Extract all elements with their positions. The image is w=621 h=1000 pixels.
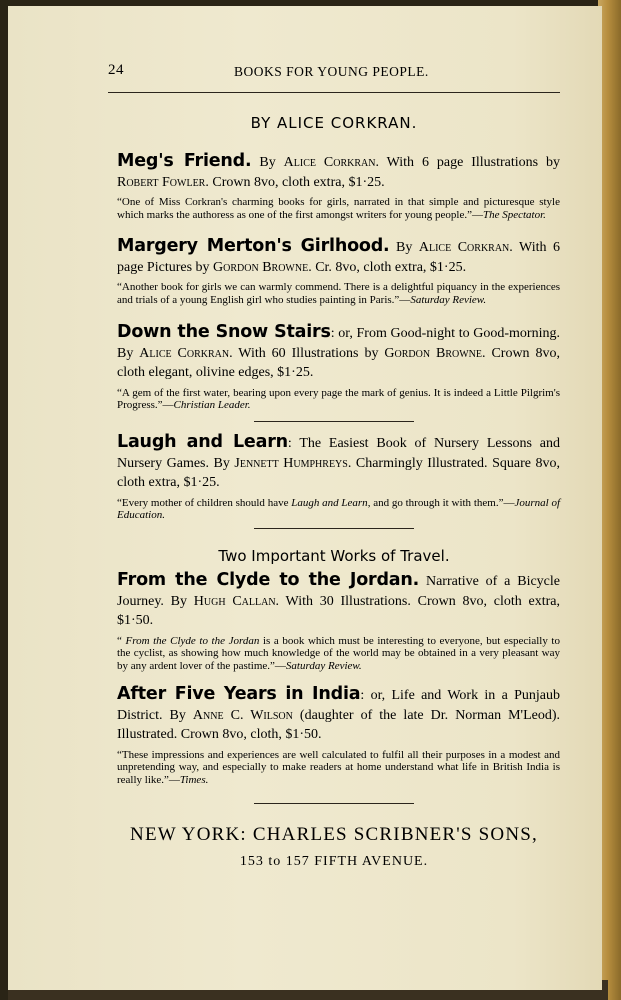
entry-details: . Crown 8vo, cloth extra, $1·25. (205, 174, 385, 190)
entry-details: . Cr. 8vo, cloth extra, $1·25. (308, 259, 467, 275)
book-title: Meg's Friend. (117, 151, 252, 171)
book-title: Down the Snow Stairs (117, 322, 331, 342)
book-entry (117, 433, 560, 522)
book-title: Laugh and Learn (117, 432, 288, 452)
entry-details: . With 60 Illustrations by (229, 345, 385, 361)
entry-author: Anne C. Wilson (192, 707, 293, 723)
header-rule (108, 92, 560, 93)
quote-source: Saturday Review. (285, 659, 362, 672)
quote-text: “ (117, 634, 126, 647)
book-entry (117, 152, 560, 221)
entry-illustrator: Robert Fowler (117, 174, 206, 190)
section-divider (254, 803, 414, 804)
entry-main (117, 571, 560, 631)
entry-author: Jennett Humphreys (234, 455, 348, 471)
entry-author: Alice Corkran (283, 155, 376, 170)
book-entry (117, 685, 560, 786)
travel-heading: Two Important Works of Travel. (218, 547, 450, 565)
entry-author: Alice Corkran (139, 345, 230, 361)
page-number: 24 (108, 62, 124, 78)
entry-main (117, 433, 560, 493)
book-title: Margery Merton's Girlhood. (117, 236, 390, 256)
entry-details: : or, From Good-night to Good-morning. By (117, 326, 560, 361)
quote-source: The Spectator. (482, 208, 546, 221)
publisher-address: 153 to 157 FIFTH AVENUE. (239, 854, 429, 869)
review-quote (117, 635, 560, 673)
quote-title-italic: From the Clyde to the Jordan (125, 634, 260, 647)
quote-text: “Another book for girls we can warmly commend. There is a delightful piquancy in the experiences and trials of a young English girl who studies painting in Paris.”— (117, 281, 560, 306)
entry-illustrator: Gordon Browne (384, 345, 482, 361)
review-quote (117, 387, 560, 412)
entry-illustrator: Gordon Browne (213, 259, 309, 275)
quote-title-italic: Laugh and Learn (291, 496, 368, 509)
section-divider (254, 528, 414, 529)
quote-source: Christian Leader. (173, 399, 251, 411)
imprint (108, 824, 560, 870)
entry-main (117, 685, 560, 745)
review-quote (117, 196, 560, 221)
author-heading: BY ALICE CORKRAN. (250, 114, 418, 132)
entry-details: . With 30 Illustrations. Crown 8vo, cloth extra, $1·50. (117, 593, 560, 628)
entry-details: . With 6 page Pictures by (117, 240, 560, 275)
entry-details: . With 6 page Illustrations by (375, 155, 561, 170)
book-title: From the Clyde to the Jordan. (117, 570, 420, 590)
entry-author: Alice Corkran (418, 240, 510, 255)
review-quote (117, 281, 560, 306)
entry-details: By (259, 155, 284, 170)
quote-text: , and go through it with them.”— (367, 496, 515, 509)
book-entry (117, 323, 560, 412)
entry-main (117, 323, 560, 383)
entry-details: Narrative of a Bicycle Journey. By (117, 574, 560, 609)
entry-main (117, 152, 560, 192)
quote-text: is a book which must be interesting to everyone, but especially to the cyclist, as showing how much knowledge of the world may be obtained in a very pleasant way by any ardent lover of the pastime.”— (117, 634, 560, 672)
entry-details: : The Easiest Book of Nursery Lessons and Nursery Games. By (117, 436, 560, 471)
entry-main (117, 237, 560, 277)
quote-text: “Every mother of children should have (117, 496, 292, 509)
running-title: BOOKS FOR YOUNG PEOPLE. (234, 64, 429, 79)
section-divider (254, 421, 414, 422)
quote-text: “A gem of the first water, bearing upon every page the mark of genius. It is indeed a Little Pilgrim's Progress.”— (117, 386, 560, 411)
entry-details: By (396, 240, 419, 255)
review-quote (117, 749, 560, 787)
entry-author: Hugh Callan (193, 593, 276, 609)
entry-details: : or, Life and Work in a Punjaub District. By (117, 688, 560, 723)
publisher-name: NEW YORK: CHARLES SCRIBNER'S SONS, (130, 824, 538, 845)
entry-details: (daughter of the late Dr. Norman M'Leod). Illustrated. Crown 8vo, cloth, $1·50. (117, 707, 561, 742)
entry-details: . Charmingly Illustrated. Square 8vo, cloth extra, $1·25. (117, 455, 560, 490)
book-entry (117, 237, 560, 306)
quote-text: “One of Miss Corkran's charming books for girls, narrated in that simple and picturesque style which marks the authoress as one of the first amongst writers for young people.”— (117, 196, 560, 221)
quote-source: Saturday Review. (410, 293, 487, 306)
book-title: After Five Years in India (117, 684, 361, 704)
review-quote (117, 497, 560, 522)
book-entry (117, 571, 560, 672)
quote-source: Times. (179, 773, 209, 786)
entry-details: . Crown 8vo, cloth elegant, olivine edges, $1·25. (117, 345, 560, 380)
quote-source: Journal of Education. (117, 496, 561, 521)
quote-text: “These impressions and experiences are well calculated to fulfil all their purposes in a modest and unpretending way, and especially to make readers at home understand what life in British India is really like.”— (117, 748, 560, 786)
